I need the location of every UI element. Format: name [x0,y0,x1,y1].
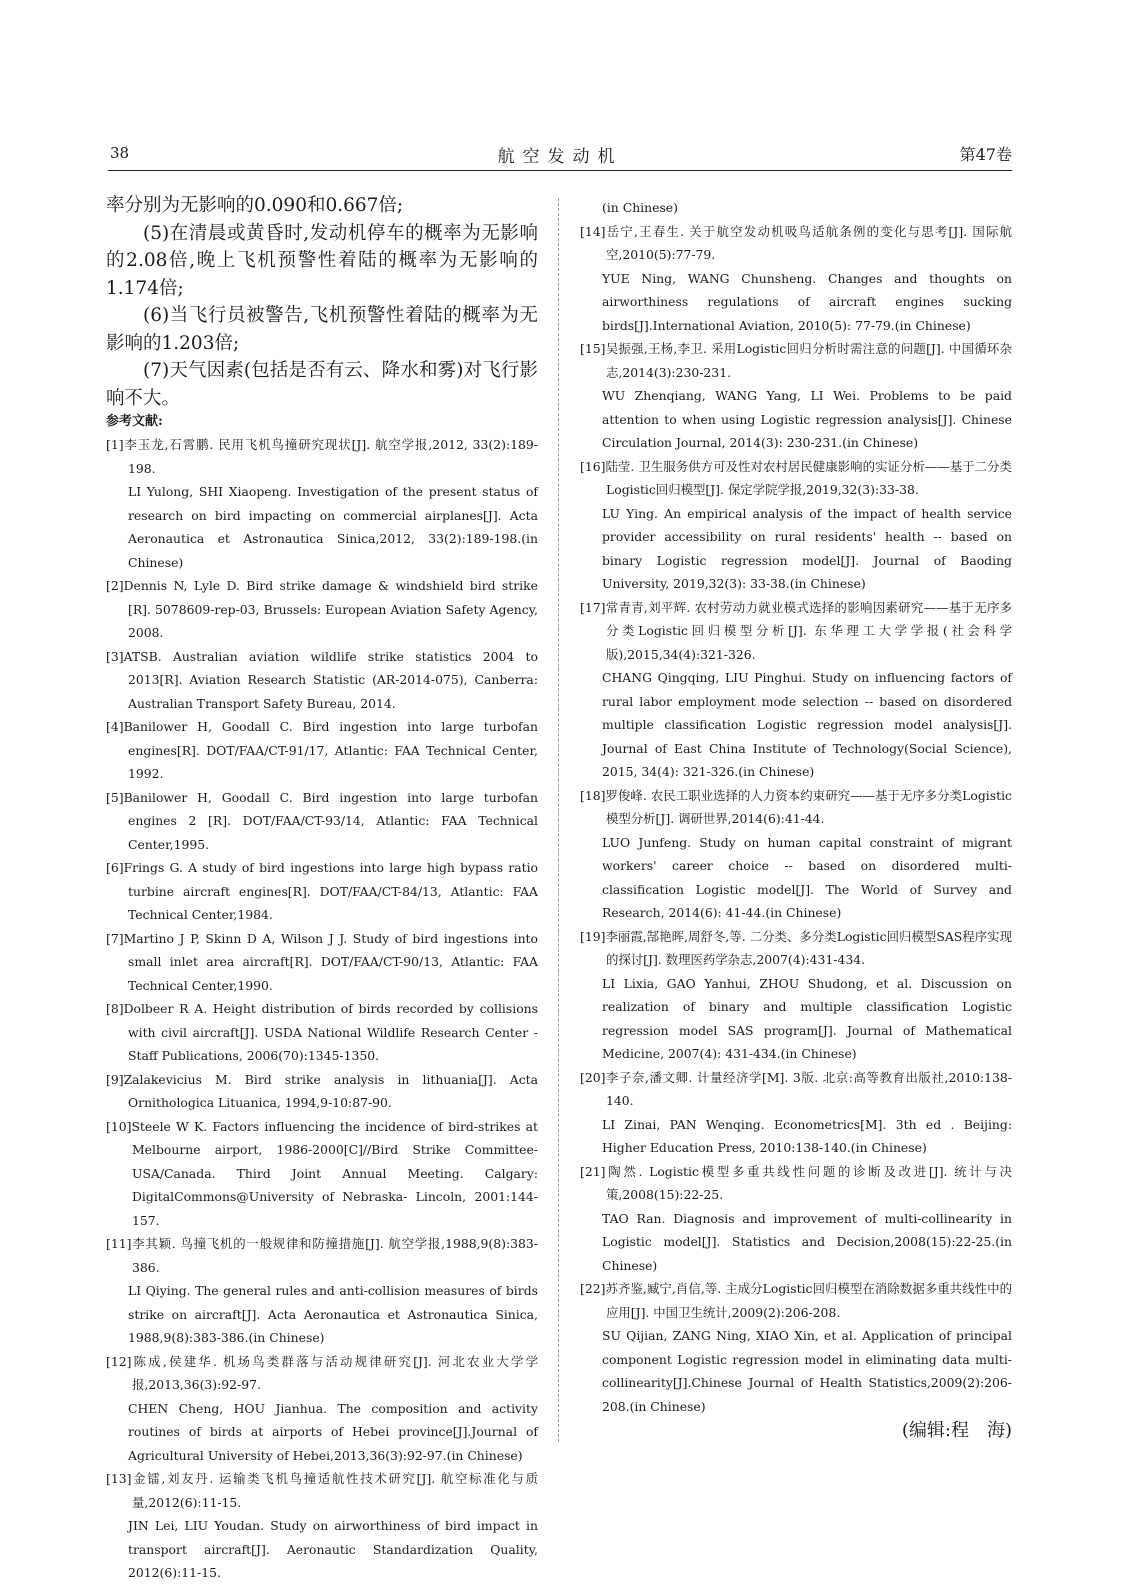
reference-list-right [580,220,1012,1419]
reference-item [580,1160,1012,1278]
reference-item [580,596,1012,784]
reference-number: [3] [106,648,124,664]
reference-number: [17] [580,599,606,615]
running-header [108,140,1012,171]
reference-number: [5] [106,789,124,805]
reference-english: CHANG Qingqing, LIU Pinghui. Study on influencing factors of rural labor employment mode selection -- based on disordered multiple classification Logistic regression model analysis[J]. Journal of East China Institute of Technology(Social Science), 2015, 34(4): 321-326.(in Chinese) [602,670,1012,779]
reference-text: 陶然. Logistic模型多重共线性问题的诊断及改进[J]. 统计与决策,2008(15):22-25. [605,1163,1012,1202]
reference-number: [11] [106,1236,132,1251]
reference-english: LI Qiying. The general rules and anti-collision measures of birds strike on aircraft[J]. Acta Aeronautica et Astronautica Sinica, 1988,9(8):383-386.(in Chinese) [128,1283,538,1345]
reference-number: [1] [106,437,124,452]
reference-number: [15] [580,341,606,356]
reference-item [106,574,538,645]
reference-item [106,645,538,716]
reference-number: [21] [580,1163,606,1179]
reference-number: [16] [580,458,606,474]
reference-item [106,433,538,574]
reference-number: [19] [580,928,606,944]
reference-number: [13] [106,1471,132,1486]
editor-note: (编辑:程 海) [901,1420,1012,1441]
column-divider [558,198,559,1442]
reference-text: 陆莹. 卫生服务供方可及性对农村居民健康影响的实证分析——基于二分类Logistic回归模型[J]. 保定学院学报,2019,32(3):33-38. [605,458,1012,497]
reference-text: Banilower H, Goodall C. Bird ingestion into large turbofan engines 2 [R]. DOT/FAA/CT-93/14, Atlantic: FAA Technical Center,1995. [123,789,538,852]
reference-continuation: (in Chinese) [602,200,678,215]
reference-text: 李丽霞,郜艳晖,周舒冬,等. 二分类、多分类Logistic回归模型SAS程序实现的探讨[J]. 数理医药学杂志,2007(4):431-434. [605,928,1012,967]
reference-text: 李玉龙,石霄鹏. 民用飞机鸟撞研究现状[J]. 航空学报,2012, 33(2):189-198. [123,437,538,476]
reference-item [580,1277,1012,1418]
body-paragraph: 率分别为无影响的0.090和0.667倍; [106,195,404,216]
reference-item [106,1350,538,1468]
reference-english: LI Lixia, GAO Yanhui, ZHOU Shudong, et al. Discussion on realization of binary and multiple classification Logistic regression model SAS program[J]. Journal of Mathematical Medicine, 2007(4): 431-434.(in Chinese) [602,975,1012,1061]
reference-english: YUE Ning, WANG Chunsheng. Changes and thoughts on airworthiness regulations of aircraft engines sucking birds[J].International Aviation, 2010(5): 77-79.(in Chinese) [602,270,1012,333]
volume-label: 第47卷 [959,145,1012,164]
reference-item [106,856,538,927]
body-paragraph: (5)在清晨或黄昏时,发动机停车的概率为无影响的2.08倍,晚上飞机预警性着陆的概率为无影响的1.174倍; [106,222,538,299]
reference-number: [8] [106,1001,124,1016]
reference-item [580,1066,1012,1160]
journal-title: 航空发动机 [497,147,623,167]
reference-english: LUO Junfeng. Study on human capital constraint of migrant workers' career choice -- based on disordered multi-classification Logistic model[J]. The World of Survey and Research, 2014(6): 41-44.(in Chinese) [602,834,1012,920]
reference-item [106,1467,538,1585]
reference-item [106,786,538,857]
reference-number: [9] [106,1071,124,1087]
reference-item [106,1115,538,1233]
reference-item [106,1068,538,1115]
reference-text: 常青青,刘平辉. 农村劳动力就业模式选择的影响因素研究——基于无序多分类Logistic回归模型分析[J]. 东华理工大学学报(社会科学版),2015,34(4):321-326. [605,599,1012,662]
reference-number: [6] [106,860,124,875]
page-number: 38 [110,144,130,162]
reference-text: ATSB. Australian aviation wildlife strike statistics 2004 to 2013[R]. Aviation Research Statistic (AR-2014-075), Canberra: Australian Transport Safety Bureau, 2014. [123,648,538,711]
reference-text: Dennis N, Lyle D. Bird strike damage & windshield bird strike [R]. 5078609-rep-03, Brussels: European Aviation Safety Agency, 2008. [123,578,538,640]
reference-item [106,715,538,786]
reference-item [106,1232,538,1350]
reference-text: Martino J P, Skinn D A, Wilson J J. Study of bird ingestions into small inlet area aircraft[R]. DOT/FAA/CT-90/13, Atlantic: FAA Technical Center,1990. [123,930,538,993]
reference-number: [4] [106,719,124,734]
reference-number: [22] [580,1281,606,1296]
reference-english: CHEN Cheng, HOU Jianhua. The composition and activity routines of birds at airports of Hebei province[J].Journal of Agricultural University of Hebei,2013,36(3):92-97.(in Chinese) [128,1400,538,1463]
body-paragraph: (7)天气因素(包括是否有云、降水和雾)对飞行影响不大。 [106,360,538,409]
reference-item [580,455,1012,596]
reference-text: 李子奈,潘文卿. 计量经济学[M]. 3版. 北京:高等教育出版社,2010:138-140. [605,1069,1012,1108]
reference-text: 苏齐鉴,臧宁,肖信,等. 主成分Logistic回归模型在消除数据多重共线性中的应用[J]. 中国卫生统计,2009(2):206-208. [605,1281,1012,1320]
reference-text: 罗俊峰. 农民工职业选择的人力资本约束研究——基于无序多分类Logistic模型分析[J]. 调研世界,2014(6):41-44. [605,787,1012,826]
reference-number: [2] [106,578,124,593]
reference-number: [7] [106,930,124,946]
reference-item [580,925,1012,1066]
reference-text: Dolbeer R A. Height distribution of birds recorded by collisions with civil aircraft[J]. USDA National Wildlife Research Center - Staff Publications, 2006(70):1345-1350. [123,1001,538,1063]
reference-text: Banilower H, Goodall C. Bird ingestion into large turbofan engines[R]. DOT/FAA/CT-91/17, Atlantic: FAA Technical Center, 1992. [123,719,538,781]
reference-text: Frings G. A study of bird ingestions into large high bypass ratio turbine aircraft engines[R]. DOT/FAA/CT-84/13, Atlantic: FAA Technical Center,1984. [123,860,538,922]
reference-english: JIN Lei, LIU Youdan. Study on airworthiness of bird impact in transport aircraft[J]. Aeronautic Standardization Quality, 2012(6):11-15. [128,1518,538,1580]
reference-text: 陈成,侯建华. 机场鸟类群落与活动规律研究[J]. 河北农业大学学报,2013,36(3):92-97. [131,1353,538,1392]
reference-number: [14] [580,223,606,239]
reference-english: LU Ying. An empirical analysis of the impact of health service provider accessibility on rural residents' health -- based on binary Logistic regression model[J]. Journal of Baoding University, 2019,32(3): 33-38.(in Chinese) [602,505,1012,591]
reference-number: [12] [106,1353,132,1369]
reference-item [580,784,1012,925]
reference-text: 金镭,刘友丹. 运输类飞机鸟撞适航性技术研究[J]. 航空标准化与质量,2012(6):11-15. [131,1471,538,1510]
reference-item [580,220,1012,338]
reference-text: Zalakevicius M. Bird strike analysis in lithuania[J]. Acta Ornithologica Lituanica, 1994,9-10:87-90. [123,1071,538,1110]
right-column [580,196,1012,1418]
reference-english: LI Yulong, SHI Xiaopeng. Investigation of the present status of research on bird impacting on commercial airplanes[J]. Acta Aeronautica et Astronautica Sinica,2012, 33(2):189-198.(in Chinese) [128,484,538,570]
references-heading: 参考文献: [106,414,163,429]
reference-text: Steele W K. Factors influencing the incidence of bird-strikes at Melbourne airport, 1986-2000[C]//Bird Strike Committee-USA/Canada. Third Joint Annual Meeting. Calgary: DigitalCommons@University of Nebraska- Lincoln, 2001:144-157. [131,1118,538,1228]
reference-number: [10] [106,1118,132,1134]
reference-item [106,927,538,998]
reference-english: TAO Ran. Diagnosis and improvement of multi-collinearity in Logistic model[J]. Statistics and Decision,2008(15):22-25.(in Chinese) [602,1210,1012,1273]
reference-number: [20] [580,1069,606,1085]
reference-item [580,337,1012,455]
body-paragraph: (6)当飞行员被警告,飞机预警性着陆的概率为无影响的1.203倍; [106,305,538,354]
reference-item [106,997,538,1068]
reference-number: [18] [580,787,606,803]
reference-english: LI Zinai, PAN Wenqing. Econometrics[M]. 3th ed . Beijing: Higher Education Press, 2010:138-140.(in Chinese) [602,1116,1012,1155]
reference-text: 李其颖. 鸟撞飞机的一般规律和防撞措施[J]. 航空学报,1988,9(8):383-386. [131,1236,538,1275]
reference-text: 岳宁,王春生. 关于航空发动机吸鸟适航条例的变化与思考[J]. 国际航空,2010(5):77-79. [605,223,1012,262]
reference-text: 吴振强,王杨,李卫. 采用Logistic回归分析时需注意的问题[J]. 中国循环杂志,2014(3):230-231. [605,341,1012,380]
reference-english: SU Qijian, ZANG Ning, XIAO Xin, et al. Application of principal component Logistic regression model in eliminating data multi-collinearity[J].Chinese Journal of Health Statistics,2009(2):206-208.(in Chinese) [602,1328,1012,1414]
left-column [106,192,538,1585]
reference-list-left [106,433,538,1585]
reference-english: WU Zhenqiang, WANG Yang, LI Wei. Problems to be paid attention to when using Logistic regression analysis[J]. Chinese Circulation Journal, 2014(3): 230-231.(in Chinese) [602,388,1012,450]
